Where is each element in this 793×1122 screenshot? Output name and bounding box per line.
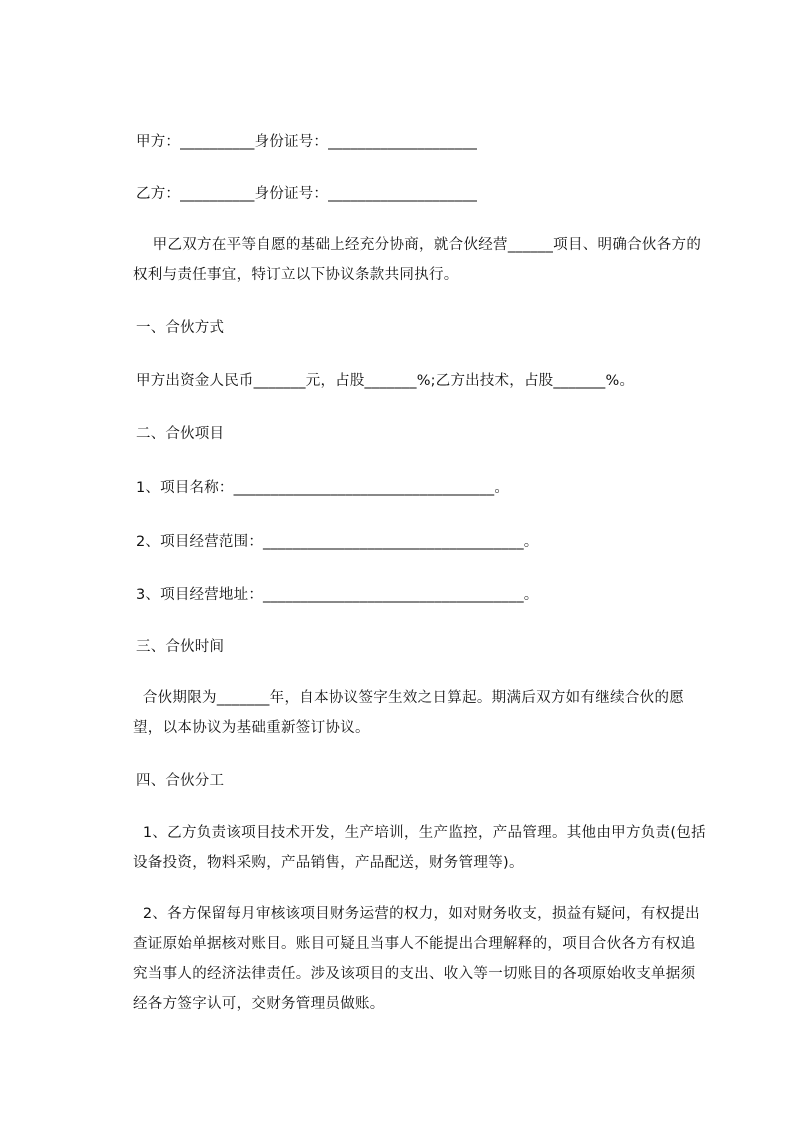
section-3-title: 三、合伙时间 [136, 639, 225, 655]
section-1-text: 甲方出资金人民币_______元，占股_______%;乙方出技术，占股_______%。 [136, 373, 635, 389]
project-scope-item: 2、项目经营范围：___________________________________。 [136, 534, 539, 550]
section-4-title: 四、合伙分工 [136, 773, 225, 789]
clause-1: 1、乙方负责该项目技术开发，生产培训，生产监控，产品管理。其他由甲方负责(包括设备投资，物料采购，产品销售，产品配送，财务管理等)。 [133, 825, 706, 871]
project-address-item: 3、项目经营地址：___________________________________。 [136, 587, 539, 603]
party-a-line: 甲方：__________身份证号：____________________ [136, 134, 478, 150]
intro-paragraph: 甲乙双方在平等自愿的基础上经充分协商，就合伙经营______项目、明确合伙各方的权利与责任事宜，特订立以下协议条款共同执行。 [133, 237, 702, 283]
project-name-item: 1、项目名称：___________________________________。 [136, 480, 510, 496]
section-3-text: 合伙期限为_______年，自本协议签字生效之日算起。期满后双方如有继续合伙的愿望，以本协议为基础重新签订协议。 [133, 690, 685, 736]
party-b-line: 乙方：__________身份证号：____________________ [136, 186, 478, 202]
section-1-title: 一、合伙方式 [136, 320, 225, 336]
clause-2: 2、各方保留每月审核该项目财务运营的权力，如对财务收支，损益有疑问，有权提出查证原始单据核对账目。账目可疑且当事人不能提出合理解释的，项目合伙各方有权追究当事人的经济法律责任。涉及该项目的支出、收入等一切账目的各项原始收支单据须经各方签字认可，交财务管理员做账。 [133, 906, 700, 1012]
section-2-title: 二、合伙项目 [136, 426, 225, 442]
